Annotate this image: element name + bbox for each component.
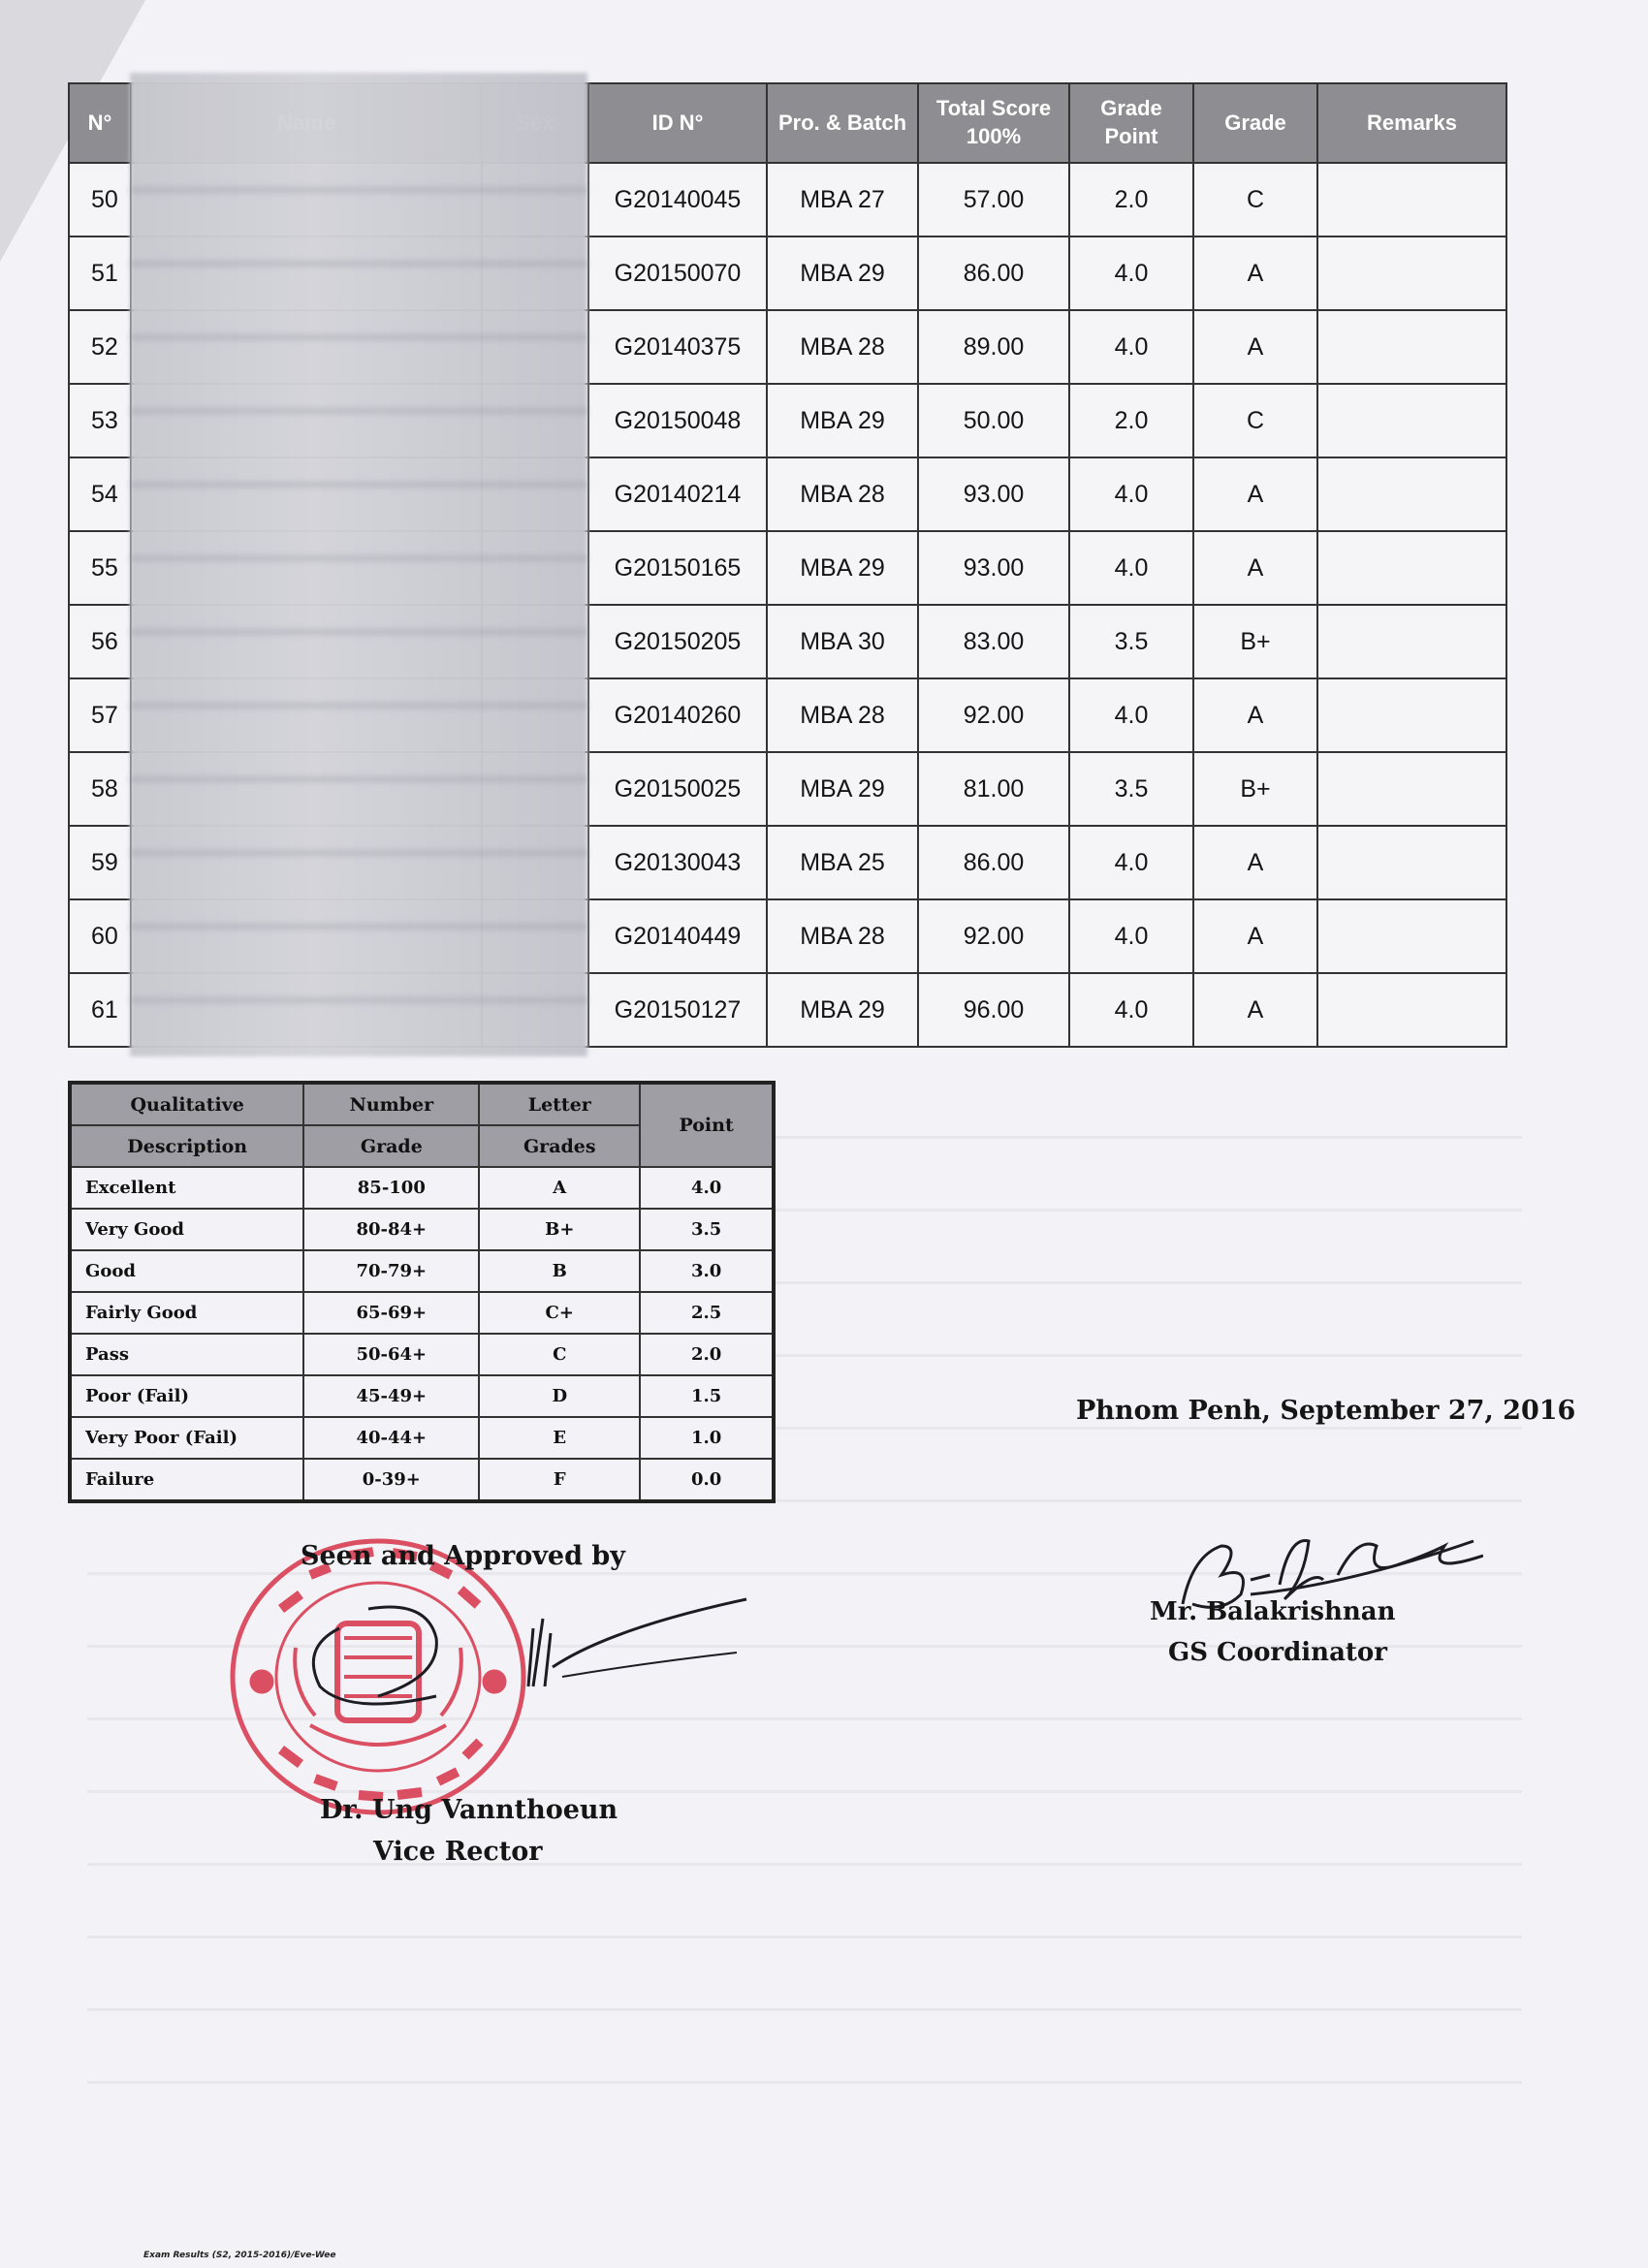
- row-grade-point: 4.0: [1069, 531, 1193, 605]
- row-remarks: [1317, 531, 1506, 605]
- row-student-id: G20140260: [588, 678, 767, 752]
- header-no: N°: [69, 83, 131, 163]
- row-batch: MBA 28: [767, 899, 918, 973]
- row-total-score: 92.00: [918, 678, 1069, 752]
- row-number: 61: [69, 973, 131, 1047]
- gs-coordinator-name: Mr. Balakrishnan: [1150, 1597, 1396, 1626]
- scale-row: [70, 1250, 774, 1292]
- row-number: 60: [69, 899, 131, 973]
- scale-point: 1.5: [640, 1375, 774, 1417]
- row-grade-point: 4.0: [1069, 973, 1193, 1047]
- row-student-id: G20150165: [588, 531, 767, 605]
- row-remarks: [1317, 973, 1506, 1047]
- vice-rector-name: Dr. Ung Vannthoeun: [320, 1795, 618, 1825]
- scale-row: [70, 1417, 774, 1459]
- scale-description: Failure: [70, 1459, 303, 1501]
- grading-scale-table: [68, 1081, 776, 1503]
- row-grade-point: 4.0: [1069, 457, 1193, 531]
- scale-row: [70, 1209, 774, 1250]
- row-student-id: G20140375: [588, 310, 767, 384]
- row-total-score: 86.00: [918, 826, 1069, 899]
- scale-description: Poor (Fail): [70, 1375, 303, 1417]
- row-student-id: G20150025: [588, 752, 767, 826]
- scale-point: 4.0: [640, 1167, 774, 1209]
- row-grade: A: [1193, 236, 1317, 310]
- vice-rector-signature: [301, 1590, 756, 1725]
- scale-row: [70, 1292, 774, 1334]
- row-remarks: [1317, 310, 1506, 384]
- scale-header-point: Point: [640, 1083, 774, 1167]
- scale-number-range: 40-44+: [303, 1417, 479, 1459]
- scale-row: [70, 1459, 774, 1501]
- row-batch: MBA 29: [767, 752, 918, 826]
- redaction-smudge: [130, 482, 587, 488]
- row-remarks: [1317, 826, 1506, 899]
- row-grade-point: 4.0: [1069, 236, 1193, 310]
- scale-letter-grade: B: [479, 1250, 640, 1292]
- row-student-id: G20140045: [588, 163, 767, 236]
- redaction-smudge: [130, 408, 587, 414]
- header-id: ID N°: [588, 83, 767, 163]
- redaction-smudge: [130, 924, 587, 929]
- row-grade: B+: [1193, 605, 1317, 678]
- scale-point: 3.0: [640, 1250, 774, 1292]
- row-remarks: [1317, 678, 1506, 752]
- row-number: 50: [69, 163, 131, 236]
- scale-description: Pass: [70, 1334, 303, 1375]
- footer-reference: Exam Results (S2, 2015-2016)/Eve-Wee: [143, 2251, 336, 2260]
- row-total-score: 89.00: [918, 310, 1069, 384]
- row-grade-point: 4.0: [1069, 899, 1193, 973]
- scale-letter-grade: D: [479, 1375, 640, 1417]
- row-batch: MBA 28: [767, 678, 918, 752]
- scale-letter-grade: F: [479, 1459, 640, 1501]
- header-grade-point: Grade Point: [1069, 83, 1193, 163]
- scale-row: [70, 1334, 774, 1375]
- row-grade-point: 4.0: [1069, 310, 1193, 384]
- header-remarks: Remarks: [1317, 83, 1506, 163]
- row-grade: A: [1193, 899, 1317, 973]
- gs-coordinator-title: GS Coordinator: [1168, 1638, 1387, 1667]
- row-grade-point: 4.0: [1069, 826, 1193, 899]
- row-total-score: 86.00: [918, 236, 1069, 310]
- row-batch: MBA 27: [767, 163, 918, 236]
- row-grade: A: [1193, 826, 1317, 899]
- row-remarks: [1317, 752, 1506, 826]
- scale-number-range: 0-39+: [303, 1459, 479, 1501]
- row-grade-point: 3.5: [1069, 605, 1193, 678]
- row-batch: MBA 30: [767, 605, 918, 678]
- scale-header-number: Number: [303, 1083, 479, 1125]
- row-remarks: [1317, 163, 1506, 236]
- scale-letter-grade: E: [479, 1417, 640, 1459]
- header-grade: Grade: [1193, 83, 1317, 163]
- row-number: 56: [69, 605, 131, 678]
- header-total-score: Total Score 100%: [918, 83, 1069, 163]
- row-student-id: G20150070: [588, 236, 767, 310]
- row-total-score: 81.00: [918, 752, 1069, 826]
- redaction-smudge: [130, 703, 587, 709]
- row-batch: MBA 25: [767, 826, 918, 899]
- row-grade: A: [1193, 531, 1317, 605]
- scale-header-grade: Grade: [303, 1125, 479, 1167]
- row-total-score: 57.00: [918, 163, 1069, 236]
- row-student-id: G20150127: [588, 973, 767, 1047]
- scale-letter-grade: A: [479, 1167, 640, 1209]
- row-total-score: 92.00: [918, 899, 1069, 973]
- row-total-score: 93.00: [918, 531, 1069, 605]
- row-student-id: G20140449: [588, 899, 767, 973]
- row-grade: C: [1193, 163, 1317, 236]
- row-remarks: [1317, 236, 1506, 310]
- row-grade: A: [1193, 678, 1317, 752]
- scale-number-range: 70-79+: [303, 1250, 479, 1292]
- scale-number-range: 80-84+: [303, 1209, 479, 1250]
- row-student-id: G20150205: [588, 605, 767, 678]
- row-remarks: [1317, 457, 1506, 531]
- scale-letter-grade: C+: [479, 1292, 640, 1334]
- row-total-score: 96.00: [918, 973, 1069, 1047]
- row-grade-point: 2.0: [1069, 163, 1193, 236]
- place-date: Phnom Penh, September 27, 2016: [1076, 1396, 1576, 1426]
- redaction-smudge: [130, 261, 587, 267]
- row-remarks: [1317, 899, 1506, 973]
- row-number: 59: [69, 826, 131, 899]
- row-batch: MBA 29: [767, 236, 918, 310]
- row-grade: B+: [1193, 752, 1317, 826]
- scale-number-range: 50-64+: [303, 1334, 479, 1375]
- vice-rector-title: Vice Rector: [373, 1837, 543, 1867]
- scale-row: [70, 1167, 774, 1209]
- row-grade: A: [1193, 973, 1317, 1047]
- row-number: 53: [69, 384, 131, 457]
- row-student-id: G20130043: [588, 826, 767, 899]
- row-grade-point: 3.5: [1069, 752, 1193, 826]
- scale-description: Good: [70, 1250, 303, 1292]
- row-batch: MBA 28: [767, 457, 918, 531]
- scale-row: [70, 1375, 774, 1417]
- row-grade: A: [1193, 310, 1317, 384]
- row-student-id: G20150048: [588, 384, 767, 457]
- row-number: 58: [69, 752, 131, 826]
- row-grade: A: [1193, 457, 1317, 531]
- row-total-score: 83.00: [918, 605, 1069, 678]
- row-grade-point: 2.0: [1069, 384, 1193, 457]
- row-student-id: G20140214: [588, 457, 767, 531]
- redacted-lines: [130, 73, 587, 1056]
- row-number: 57: [69, 678, 131, 752]
- row-grade-point: 4.0: [1069, 678, 1193, 752]
- row-remarks: [1317, 605, 1506, 678]
- scale-letter-grade: C: [479, 1334, 640, 1375]
- scale-description: Excellent: [70, 1167, 303, 1209]
- row-total-score: 93.00: [918, 457, 1069, 531]
- scale-point: 3.5: [640, 1209, 774, 1250]
- row-number: 52: [69, 310, 131, 384]
- scale-point: 2.5: [640, 1292, 774, 1334]
- scale-point: 2.0: [640, 1334, 774, 1375]
- scale-description: Fairly Good: [70, 1292, 303, 1334]
- row-number: 51: [69, 236, 131, 310]
- scale-header-description: Description: [70, 1125, 303, 1167]
- scale-point: 1.0: [640, 1417, 774, 1459]
- row-number: 55: [69, 531, 131, 605]
- redaction-smudge: [130, 187, 587, 193]
- redaction-smudge: [130, 850, 587, 856]
- scale-point: 0.0: [640, 1459, 774, 1501]
- scale-header-qualitative: Qualitative: [70, 1083, 303, 1125]
- row-remarks: [1317, 384, 1506, 457]
- redaction-smudge: [130, 997, 587, 1003]
- redaction-smudge: [130, 776, 587, 782]
- row-batch: MBA 29: [767, 973, 918, 1047]
- scale-number-range: 85-100: [303, 1167, 479, 1209]
- row-total-score: 50.00: [918, 384, 1069, 457]
- row-batch: MBA 28: [767, 310, 918, 384]
- scale-header-letter: Letter: [479, 1083, 640, 1125]
- scale-description: Very Poor (Fail): [70, 1417, 303, 1459]
- scale-number-range: 65-69+: [303, 1292, 479, 1334]
- header-batch: Pro. & Batch: [767, 83, 918, 163]
- scale-description: Very Good: [70, 1209, 303, 1250]
- scale-letter-grade: B+: [479, 1209, 640, 1250]
- redaction-smudge: [130, 629, 587, 635]
- redaction-smudge: [130, 555, 587, 561]
- row-grade: C: [1193, 384, 1317, 457]
- seen-and-approved-label: Seen and Approved by: [301, 1541, 625, 1571]
- row-batch: MBA 29: [767, 384, 918, 457]
- row-number: 54: [69, 457, 131, 531]
- scale-header-grades: Grades: [479, 1125, 640, 1167]
- scale-number-range: 45-49+: [303, 1375, 479, 1417]
- row-batch: MBA 29: [767, 531, 918, 605]
- redaction-smudge: [130, 334, 587, 340]
